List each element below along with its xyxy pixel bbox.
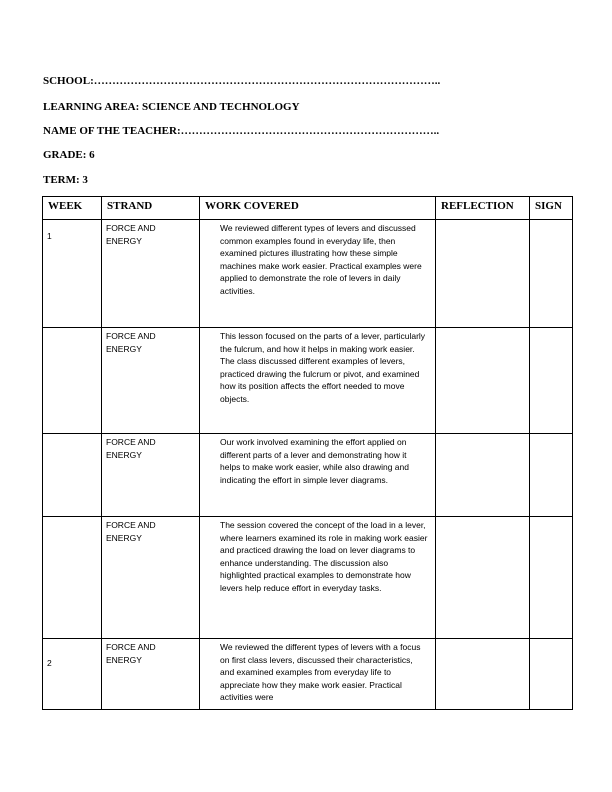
strand-text: FORCE AND ENERGY [106, 331, 156, 354]
week-cell [43, 434, 102, 517]
table-row [43, 220, 573, 328]
grade-field: GRADE: 6 [43, 149, 95, 161]
column-header-reflection: REFLECTION [436, 197, 530, 220]
column-header-sign: SIGN [530, 197, 573, 220]
work-covered-cell [200, 220, 436, 328]
work-covered-cell [200, 328, 436, 434]
reflection-cell [436, 517, 530, 639]
sign-cell [530, 434, 573, 517]
term-field: TERM: 3 [43, 174, 88, 186]
reflection-cell [436, 220, 530, 328]
sign-cell [530, 328, 573, 434]
work-covered-cell [200, 434, 436, 517]
column-header-strand: STRAND [102, 197, 200, 220]
table-row [43, 434, 573, 517]
sign-cell [530, 639, 573, 710]
column-header-work-covered: WORK COVERED [200, 197, 436, 220]
strand-text: FORCE AND ENERGY [106, 642, 156, 665]
work-covered-table [42, 196, 573, 710]
week-cell [43, 328, 102, 434]
reflection-cell [436, 434, 530, 517]
table-row [43, 328, 573, 434]
work-covered-text: The session covered the concept of the load in a lever, where learners examined its role in making work easier and practiced drawing the load on lever diagrams to enhance understanding. The discussion also highlighted practical examples to demonstrate how levers help reduce effort in everyday tasks. [220, 520, 428, 593]
strand-cell [102, 220, 200, 328]
sign-cell [530, 517, 573, 639]
school-field: SCHOOL:………………………………………………………………………………….. [43, 75, 441, 87]
strand-cell [102, 639, 200, 710]
work-covered-cell [200, 517, 436, 639]
strand-text: FORCE AND ENERGY [106, 223, 156, 246]
table-header-row [43, 197, 573, 220]
reflection-cell [436, 639, 530, 710]
strand-cell [102, 517, 200, 639]
work-covered-text: We reviewed different types of levers and discussed common examples found in everyday life, then examined pictures illustrating how these simple machines make work easier. Practical examples were applied to demonstrate the role of levers in daily activities. [220, 223, 422, 296]
work-covered-text: Our work involved examining the effort applied on different parts of a lever and demonstrating how it helps to make work easier, while also drawing and indicating the effort in simple lever diagrams. [220, 437, 409, 485]
table-row [43, 639, 573, 710]
teacher-name-field: NAME OF THE TEACHER:…………………………………………………………….. [43, 125, 440, 137]
learning-area-field: LEARNING AREA: SCIENCE AND TECHNOLOGY [43, 101, 300, 113]
table-row [43, 517, 573, 639]
week-cell: 2 [43, 639, 102, 710]
column-header-week: WEEK [43, 197, 102, 220]
strand-text: FORCE AND ENERGY [106, 437, 156, 460]
work-covered-cell [200, 639, 436, 710]
strand-cell [102, 328, 200, 434]
reflection-cell [436, 328, 530, 434]
sign-cell [530, 220, 573, 328]
strand-text: FORCE AND ENERGY [106, 520, 156, 543]
week-cell [43, 517, 102, 639]
week-cell: 1 [43, 220, 102, 328]
work-covered-text: We reviewed the different types of levers with a focus on first class levers, discussed their characteristics, and examined examples from everyday life to appreciate how they make work easier. Practical activities were [220, 642, 421, 702]
strand-cell [102, 434, 200, 517]
work-covered-text: This lesson focused on the parts of a lever, particularly the fulcrum, and how it helps in making work easier. The class discussed different examples of levers, practiced drawing the fulcrum or pivot, and examined how its position affects the effort needed to move objects. [220, 331, 426, 404]
